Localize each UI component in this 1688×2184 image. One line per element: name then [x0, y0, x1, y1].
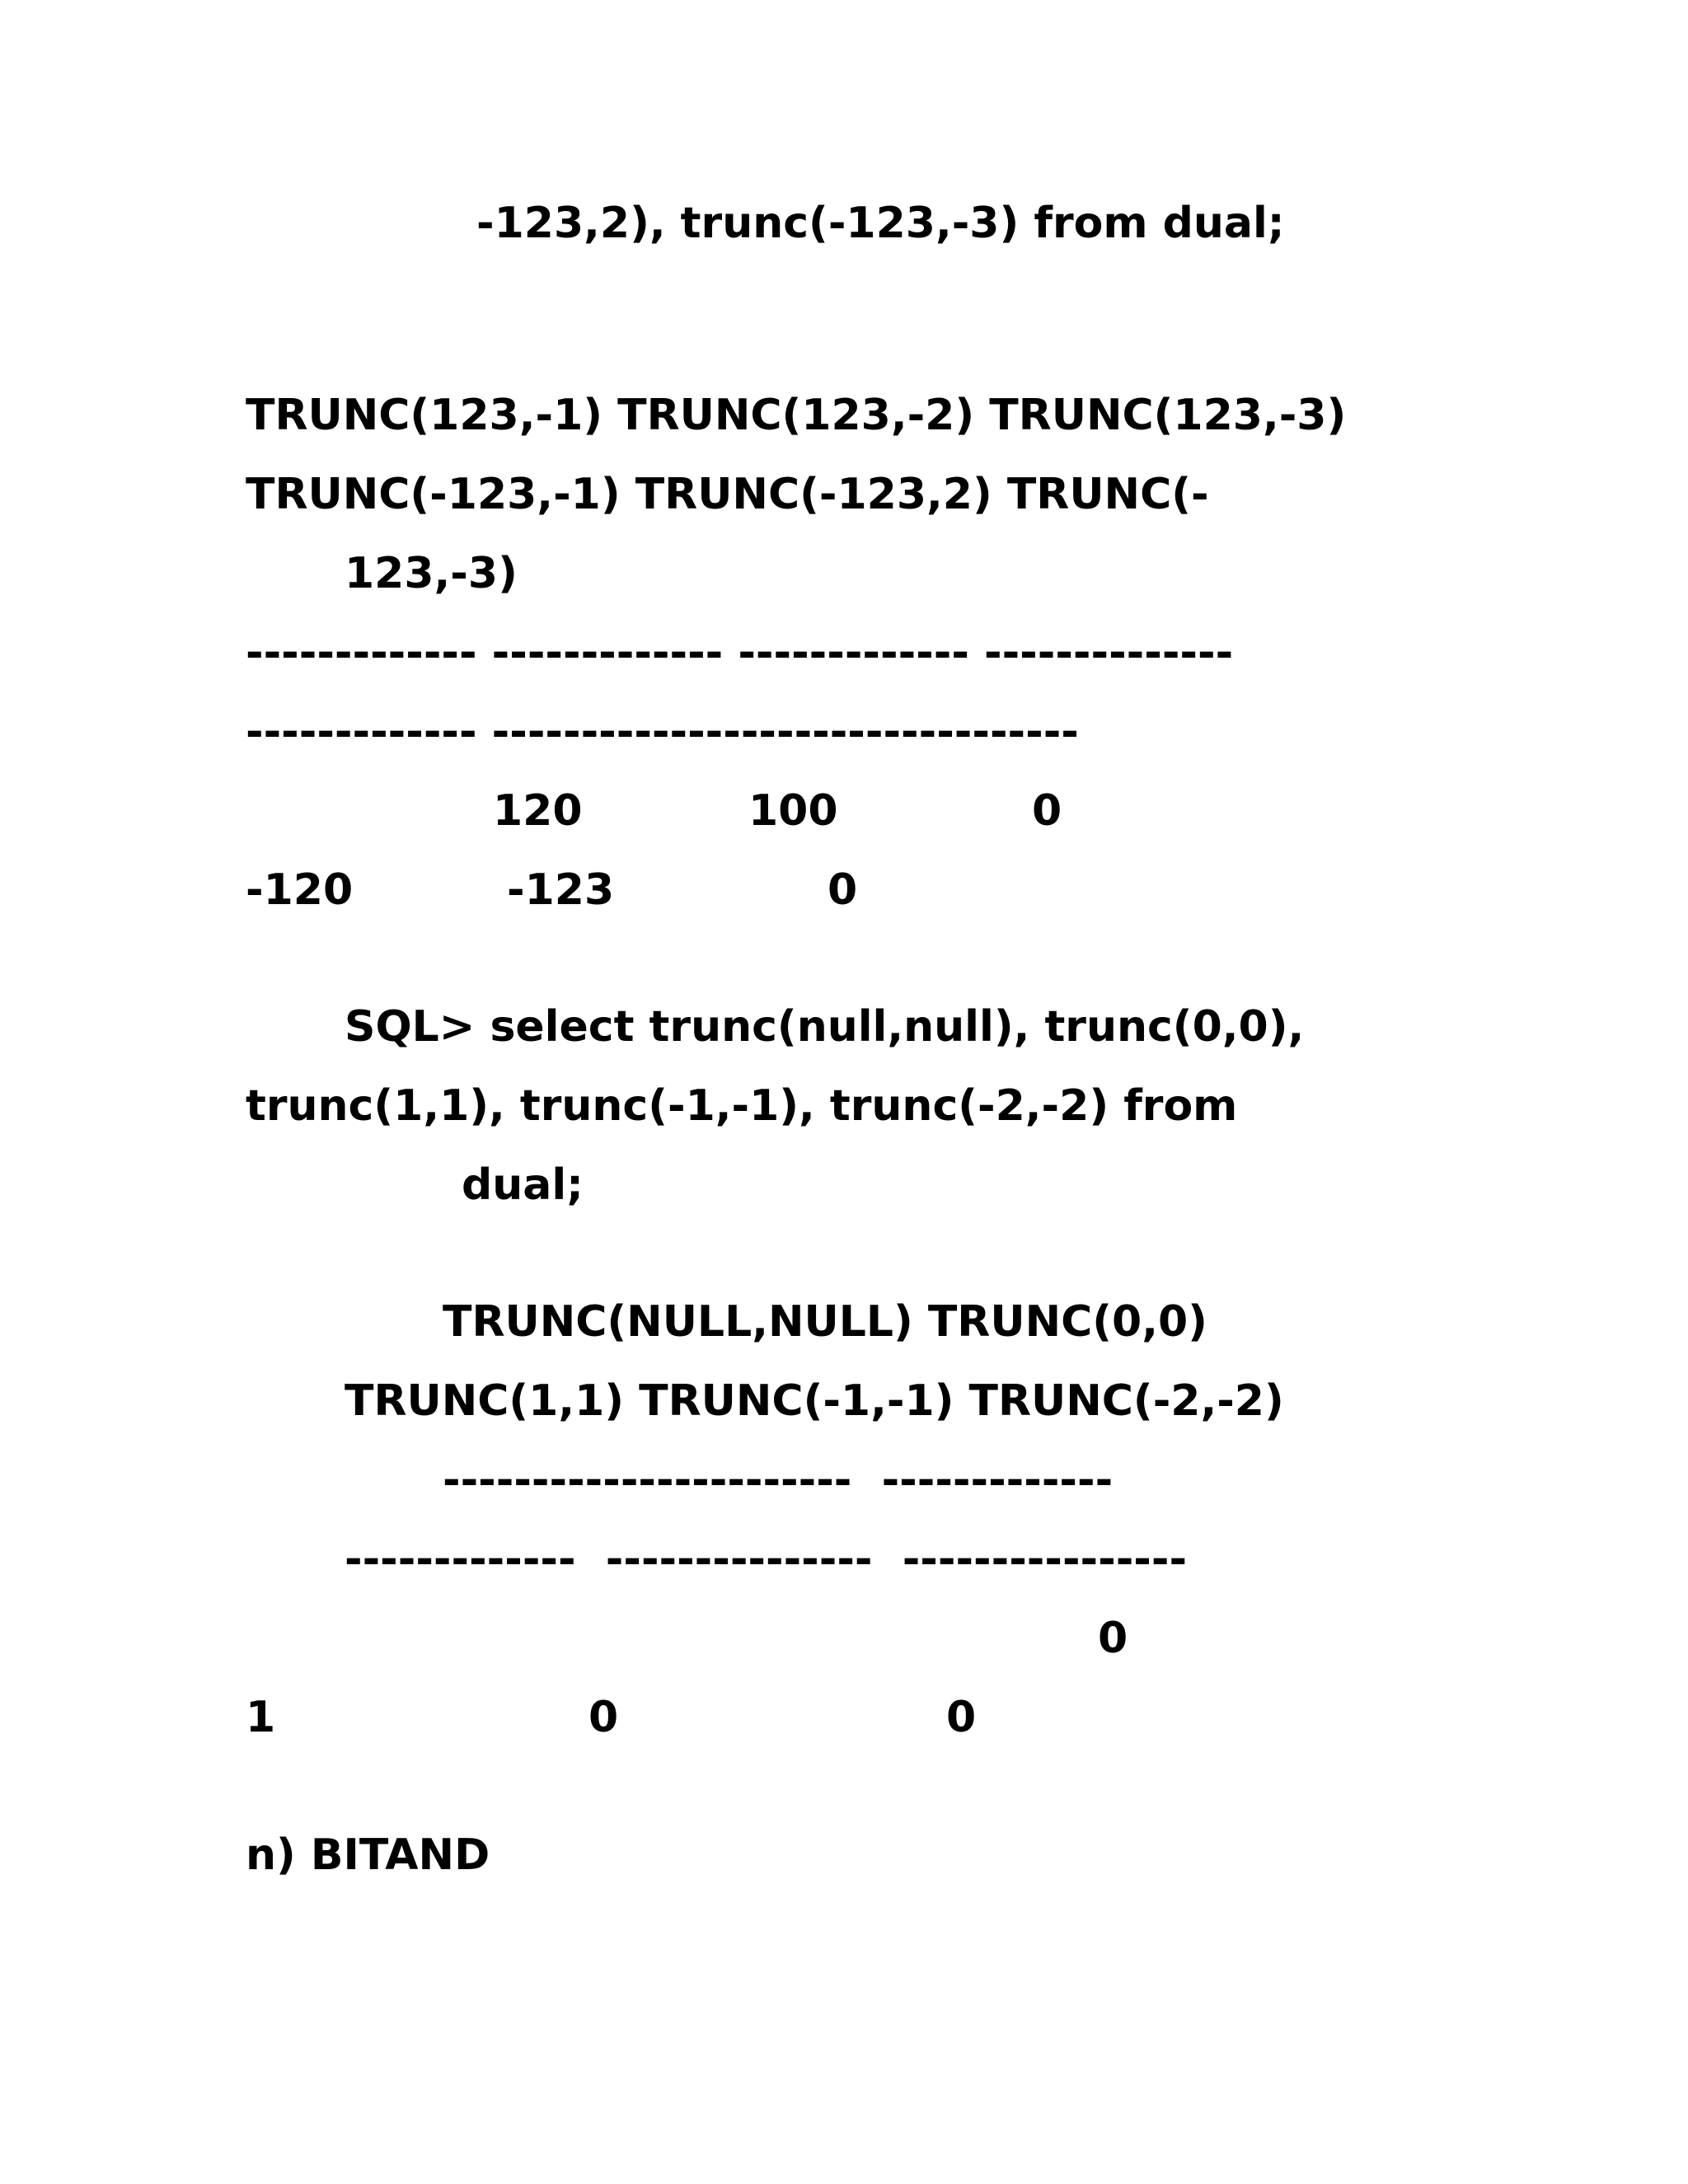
result2-value: 1: [246, 1693, 276, 1742]
result1-value: 120: [493, 786, 583, 836]
result2-header-line-2: TRUNC(1,1) TRUNC(-1,-1) TRUNC(-2,-2): [345, 1376, 1284, 1426]
result2-value: 0: [588, 1693, 619, 1742]
result1-value: -120: [246, 865, 354, 915]
result1-value: -123: [507, 865, 615, 915]
result2-dashes-line-1: ----------------------- -------------: [443, 1455, 1114, 1505]
section-heading: n) BITAND: [246, 1830, 490, 1880]
query2-line-3: dual;: [462, 1160, 584, 1210]
result2-value: 0: [946, 1693, 977, 1742]
result1-dashes-line-1: ------------- ------------- ------------- --------------: [246, 628, 1234, 677]
query2-line-2: trunc(1,1), trunc(-1,-1), trunc(-2,-2) from: [246, 1081, 1238, 1131]
result1-value: 0: [828, 865, 858, 915]
result2-header-line-1: TRUNC(NULL,NULL) TRUNC(0,0): [443, 1297, 1207, 1347]
result1-dashes-line-2: ------------- ---------------------------------: [246, 707, 1079, 757]
result1-header-line-3: 123,-3): [345, 549, 518, 598]
result1-value: 0: [1032, 786, 1062, 836]
result2-dashes-line-2: ------------- --------------- ----------------: [345, 1535, 1188, 1584]
query2-line-1: SQL> select trunc(null,null), trunc(0,0),: [345, 1002, 1305, 1052]
query-continuation: -123,2), trunc(-123,-3) from dual;: [476, 199, 1285, 248]
result1-header-line-2: TRUNC(-123,-1) TRUNC(-123,2) TRUNC(-: [246, 470, 1209, 519]
result2-value: 0: [1098, 1614, 1128, 1663]
result1-header-line-1: TRUNC(123,-1) TRUNC(123,-2) TRUNC(123,-3): [246, 391, 1347, 440]
result1-value: 100: [748, 786, 838, 836]
